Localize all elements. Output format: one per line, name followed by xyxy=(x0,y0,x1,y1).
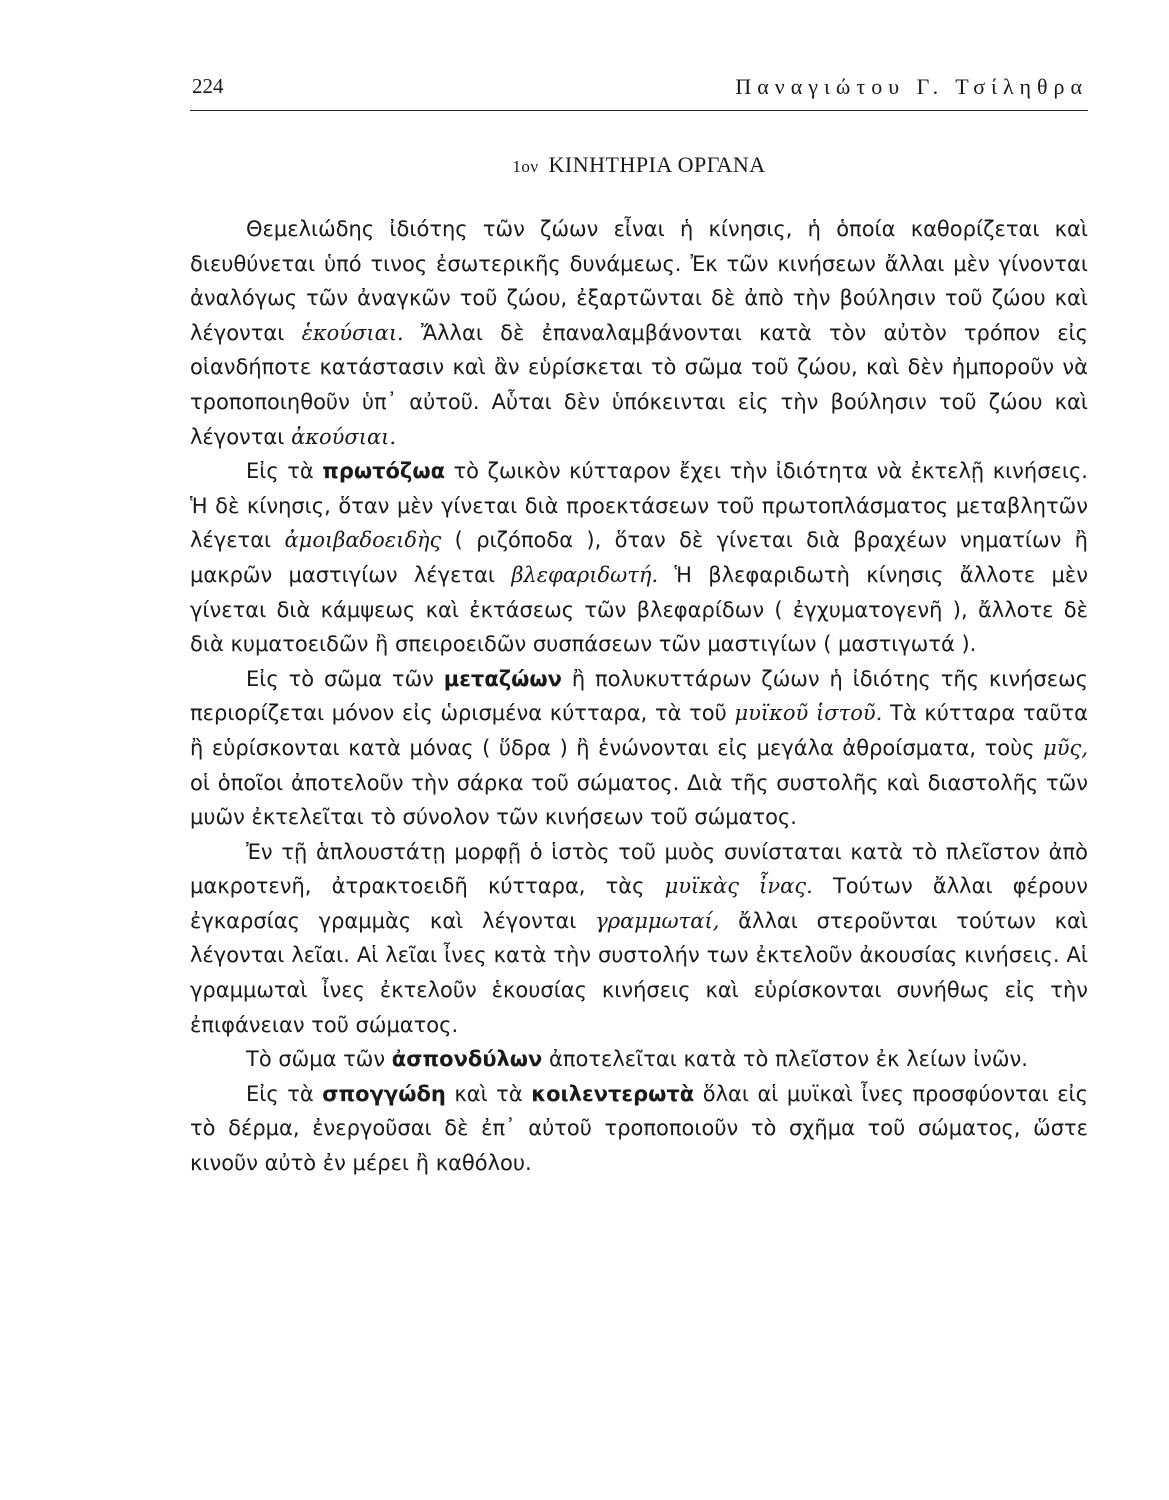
text-run: οἱ ὁποῖοι ἀποτελοῦν τὴν σάρκα τοῦ σώματος. Διὰ τῆς συστολῆς καὶ διαστολῆς τῶν μυῶν ἐκτελεῖται τὸ σύνολον τῶν κινήσεων τοῦ σώματος. xyxy=(190,770,1088,830)
bold-term: πρωτόζωα xyxy=(322,459,446,484)
running-head-author: Παναγιώτου Γ. Τσίληθρα xyxy=(735,74,1088,99)
paragraph-4 xyxy=(190,835,1088,1043)
text-run: Ἐν τῇ ἁπλουστάτῃ μορφῇ ὁ ἱστὸς τοῦ μυὸς συνίσταται κατὰ τὸ πλεῖστον ἀπὸ μακροτενῆ, ἀτρακτοειδῆ κύτταρα, τὰς xyxy=(190,839,1088,899)
text-run: Τὰ κύτταρα ταῦτα ἢ εὑρίσκονται κατὰ μόνας ( ὕδρα ) ἢ ἑνώνονται εἰς μεγάλα ἀθροίσματα, τοὺς xyxy=(190,701,1089,760)
bold-term: κοιλεντερωτὰ xyxy=(531,1081,695,1106)
bold-term: σπογγώδη xyxy=(322,1081,446,1106)
italic-term: μυϊκοῦ ἱστοῦ. xyxy=(734,701,883,726)
text-run: τὸ ζωικὸν κύτταρον ἔχει τὴν ἰδιότητα νὰ ἐκτελῇ κινήσεις. Ἡ δὲ κίνησις, ὅταν μὲν γίνεται διὰ προεκτάσεων τοῦ πρωτοπλάσματος μεταβλητῶν λέγεται xyxy=(190,459,1088,553)
text-run: ἢ πολυκυττάρων ζώων ἡ ἰδιότης τῆς κινήσεως περιορίζεται μόνον εἰς ὡρισμένα κύτταρα, τὰ τοῦ xyxy=(190,666,1089,726)
paragraph-6 xyxy=(190,1077,1088,1181)
paragraph-2 xyxy=(190,454,1088,662)
bold-term: μεταζώων xyxy=(443,666,562,691)
italic-term: ἀκούσιαι. xyxy=(291,424,397,449)
text-run: Ἄλλαι δὲ ἐπαναλαμβάνονται κατὰ τὸν αὐτὸν τρόπον εἰς οἱανδήποτε κατάστασιν καὶ ἂν εὑρίσκεται τὸ σῶμα τοῦ ζώου, καὶ δὲν ἠμποροῦν νὰ τροποποιηθοῦν ὑπ᾽ αὐτοῦ. Αὗται δὲν ὑπόκεινται εἰς τὴν βούλησιν τοῦ ζώου καὶ λέγονται xyxy=(190,320,1088,449)
text-run: ( ριζόποδα ), ὅταν δὲ γίνεται διὰ βραχέων νηματίων ἢ μακρῶν μαστιγίων λέγεται xyxy=(190,528,1088,587)
page-number: 224 xyxy=(192,74,224,98)
italic-term: βλεφαριδωτή. xyxy=(511,562,659,587)
section-number: 1ον xyxy=(512,157,539,176)
body-text xyxy=(190,212,1088,1181)
text-run: καὶ τὰ xyxy=(445,1081,532,1106)
paragraph-3 xyxy=(190,662,1088,835)
text-run: Θεμελιώδης ἰδιότης τῶν ζώων εἶναι ἡ κίνησις, ἡ ὁποία καθορίζεται καὶ διευθύνεται ὑπό τινος ἐσωτερικῆς δυνάμεως. Ἐκ τῶν κινήσεων ἄλλαι μὲν γίνονται ἀναλόγως τῶν ἀναγκῶν τοῦ ζώου, ἐξαρτῶνται δὲ ἀπὸ τὴν βούλησιν τοῦ ζώου καὶ λέγονται xyxy=(190,217,1088,345)
text-run: Τούτων ἄλλαι φέρουν ἐγκαρσίας γραμμὰς καὶ λέγονται xyxy=(190,874,1088,933)
italic-term: γραμμωταί, xyxy=(595,908,720,933)
text-run: Εἰς τὰ xyxy=(246,459,323,484)
text-run: Εἰς τὰ xyxy=(246,1081,323,1106)
text-run: Τὸ σῶμα τῶν xyxy=(246,1047,392,1072)
italic-term: μῦς, xyxy=(1043,735,1088,760)
text-run: ἀποτελεῖται κατὰ τὸ πλεῖστον ἐκ λείων ἰνῶν. xyxy=(542,1047,1028,1072)
text-run: ἄλλαι στεροῦνται τούτων καὶ λέγονται λεῖαι. Αἱ λεῖαι ἶνες κατὰ τὴν συστολήν των ἐκτελοῦν ἀκουσίας κινήσεις. Αἱ γραμμωταὶ ἶνες ἐκτελοῦν ἑκουσίας κινήσεις καὶ εὑρίσκονται συνήθως εἰς τὴν ἐπιφάνειαν τοῦ σώματος. xyxy=(190,908,1089,1037)
bold-term: ἀσπονδύλων xyxy=(391,1047,543,1072)
italic-term: μυϊκὰς ἶνας. xyxy=(664,874,813,899)
paragraph-5 xyxy=(190,1042,1088,1077)
text-run: Εἰς τὸ σῶμα τῶν xyxy=(246,666,444,691)
page-header xyxy=(190,70,1088,111)
paragraph-1 xyxy=(190,212,1088,454)
italic-term: ἑκούσιαι. xyxy=(301,320,404,345)
italic-term: ἀμοιβαδοειδὴς xyxy=(284,528,442,553)
section-heading: ΚΙΝΗΤΗΡΙΑ ΟΡΓΑΝΑ xyxy=(548,152,766,177)
section-title xyxy=(190,152,1088,178)
text-run: ὅλαι αἱ μυϊκαὶ ἶνες προσφύονται εἰς τὸ δέρμα, ἐνεργοῦσαι δὲ ἐπ᾽ αὐτοῦ τροποποιοῦν τὸ σχῆμα τοῦ σώματος, ὥστε κινοῦν αὐτὸ ἐν μέρει ἢ καθόλου. xyxy=(190,1081,1088,1176)
text-run: Ἡ βλεφαριδωτὴ κίνησις ἄλλοτε μὲν γίνεται διὰ κάμψεως καὶ ἐκτάσεως τῶν βλεφαρίδων ( ἐγχυματογενῆ ), ἄλλοτε δὲ διὰ κυματοειδῶν ἢ σπειροειδῶν συσπάσεων τῶν μαστιγίων ( μαστιγωτά ). xyxy=(190,562,1088,657)
